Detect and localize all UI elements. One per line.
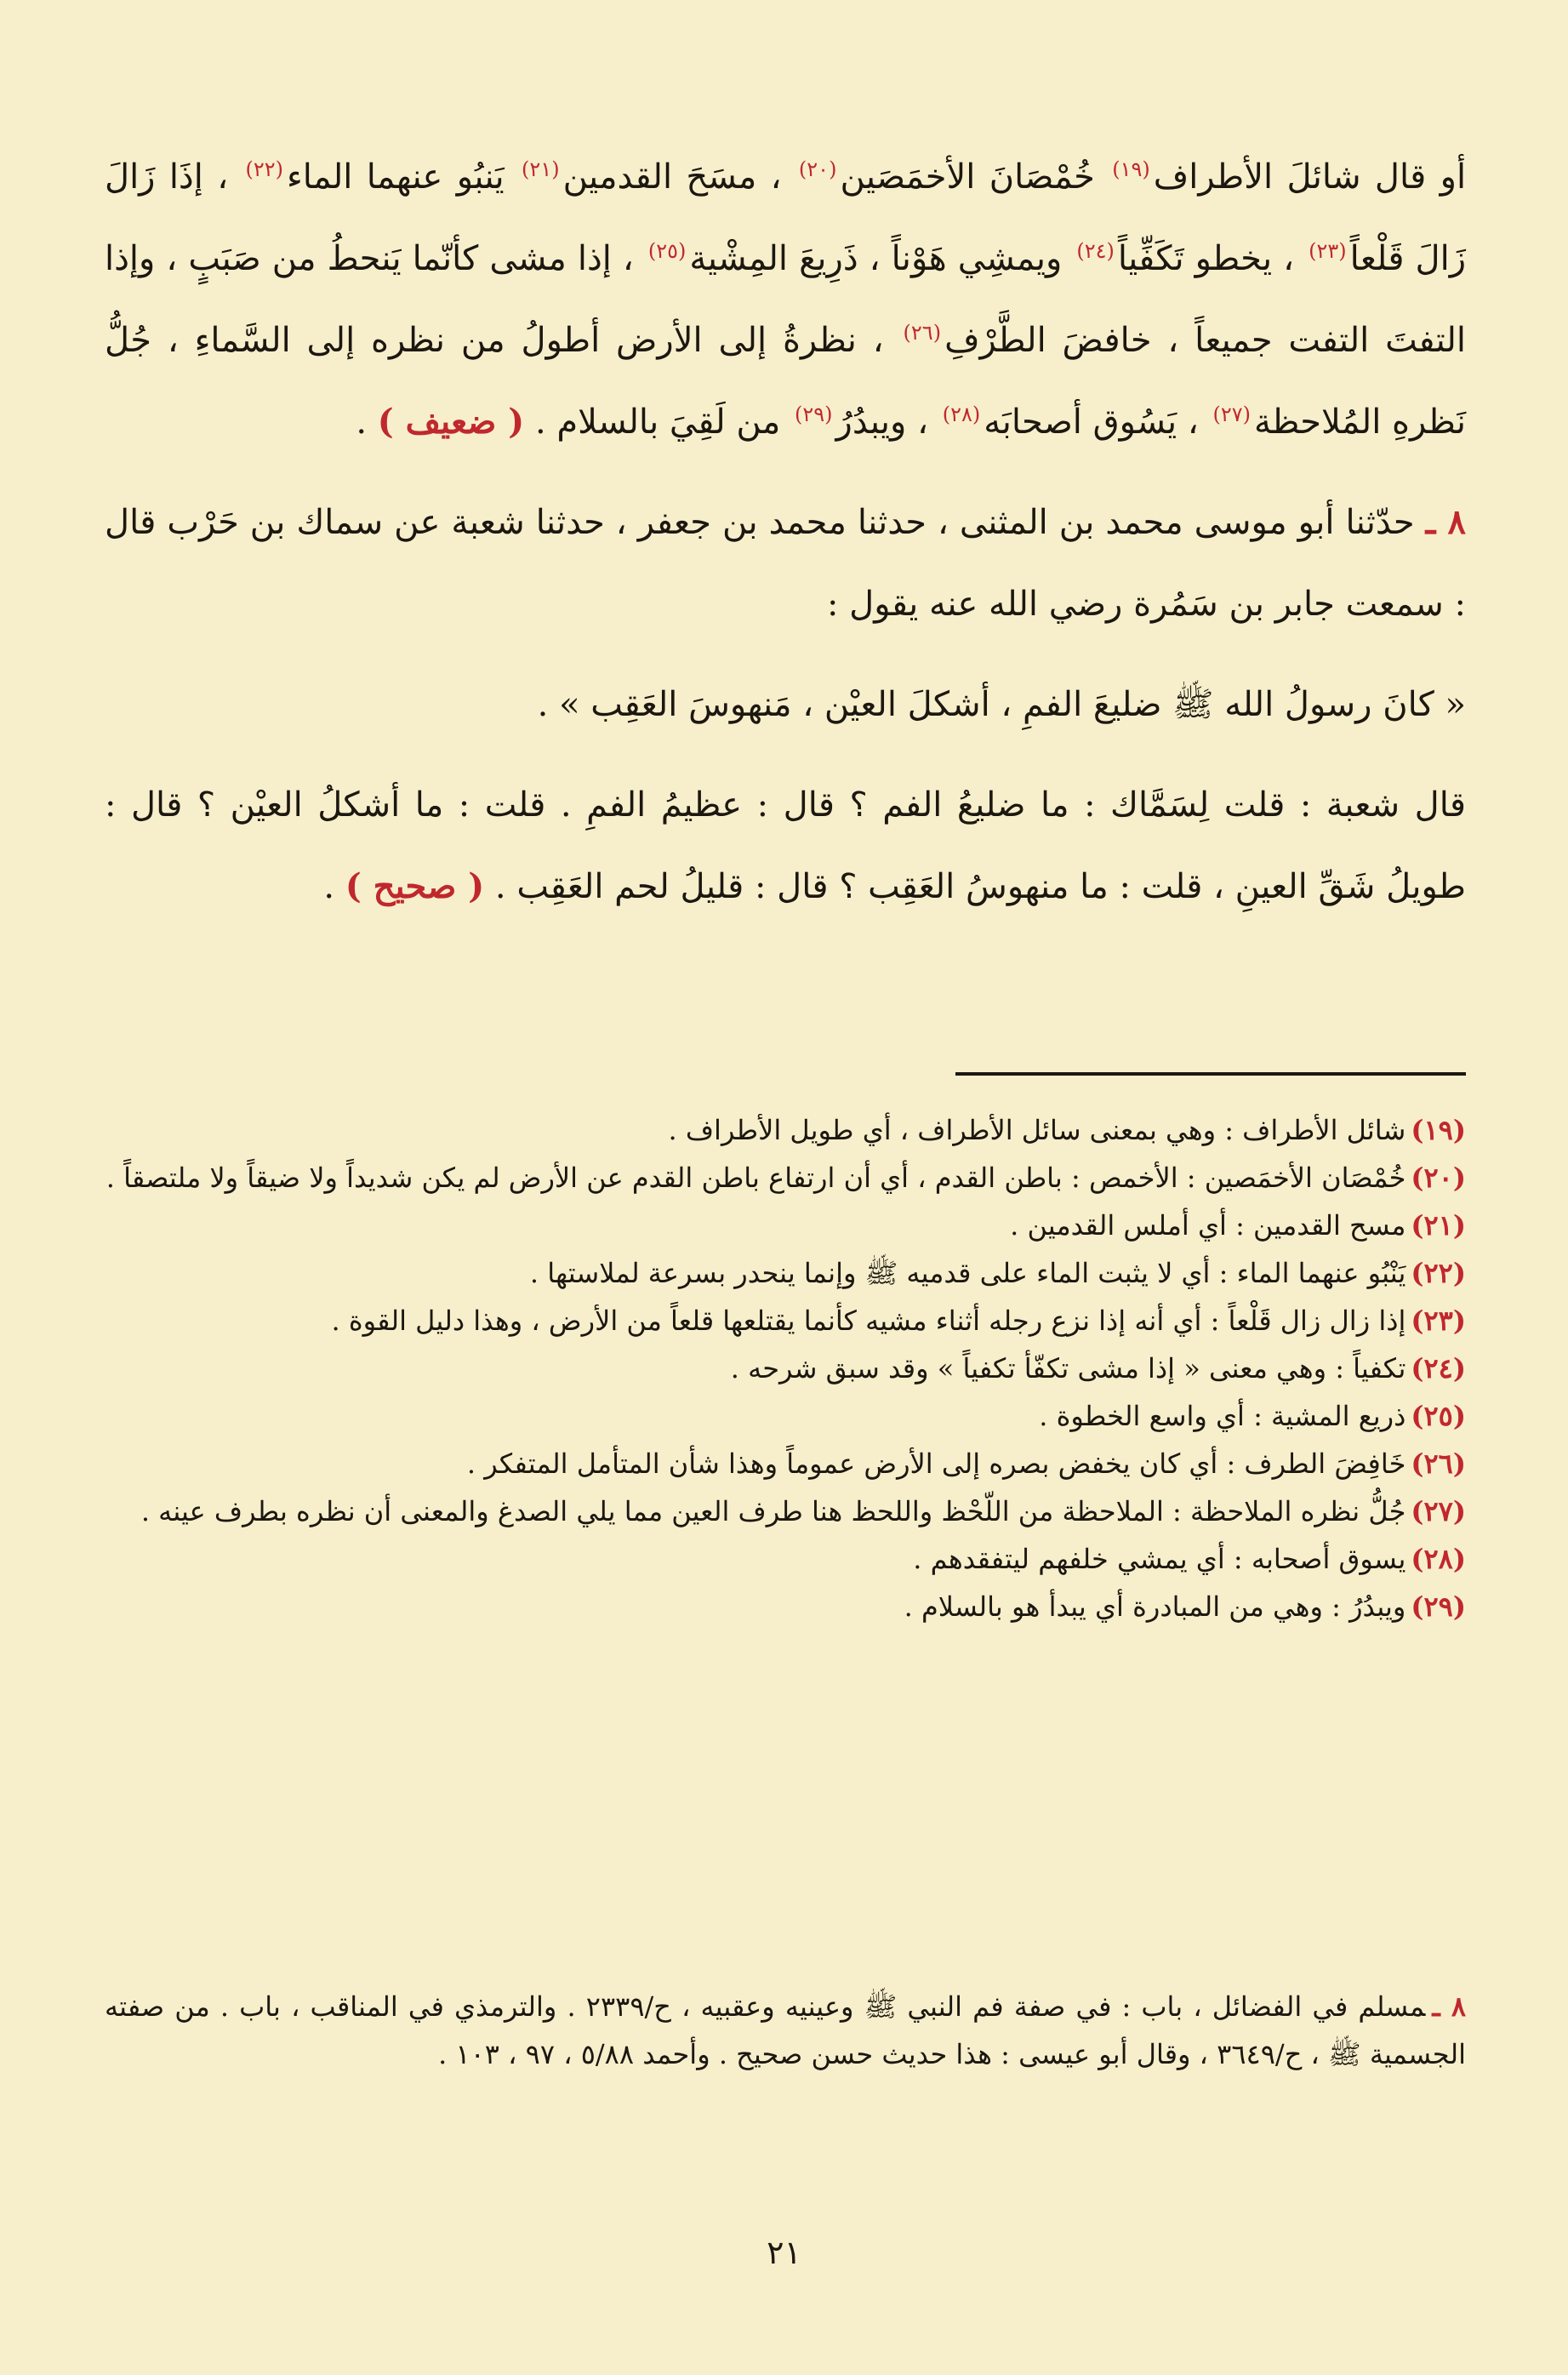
footnote-text: ويبدُرُ : وهي من المبادرة أي يبدأ هو بالسلام . [904,1590,1406,1623]
text-segment: ، إذا مشى كأنّما يَنحطُ من صَبَبٍ ، وإذا التفتَ التفت جميعاً ، خافضَ الطَّرْفِ [105,239,1467,360]
text-segment: ، ويبدُرُ [835,402,928,442]
hadith-explanation [105,764,1466,928]
text-segment: خُمْصَانَ الأخمَصَين [840,157,1095,197]
source-text: مسلم في الفضائل ، باب : في صفة فم النبي ﷺ وعينيه وعقبيه ، ح/٢٣٣٩ . والترمذي في المناقب ، باب . من صفته الجسمية ﷺ ، ح/٣٦٤٩ ، وقال أبو عيسى : هذا حديث حسن صحيح . وأحمد ٥/٨٨ ، ٩٧ ، ١٠٣ . [105,1990,1466,2070]
footnote-text: ذريع المشية : أي واسع الخطوة . [1039,1400,1406,1432]
text-segment: ، مسَحَ القدمين [562,157,782,197]
footnote [105,1202,1466,1249]
explanation-text: قال شعبة : قلت لِسَمَّاك : ما ضليعُ الفم ؟ قال : عظيمُ الفمِ . قلت : ما أشكلُ العيْن ؟ قال : طويلُ شَقِّ العينِ ، قلت : ما منهوسُ العَقِب ؟ قال : قليلُ لحم العَقِب . [105,785,1467,906]
footnote-text: يسوق أصحابه : أي يمشي خلفهم ليتفقدهم . [913,1543,1406,1575]
text-segment: ، نظرةُ إلى الأرض أطولُ من نظره إلى السَّماءِ ، جُلُّ نَظرهِ المُلاحظة [105,321,1466,442]
isnad-text: حدّثنا أبو موسى محمد بن المثنى ، حدثنا محمد بن جعفر ، حدثنا شعبة عن سماك بن حَرْب قال : سمعت جابر بن سَمُرة رضي الله عنه يقول : [105,503,1466,624]
footnote-text: خَافِضَ الطرف : أي كان يخفض بصره إلى الأرض عموماً وهذا شأن المتأمل المتفكر . [466,1447,1406,1480]
text-segment: . [356,402,368,442]
footnote-ref: (٢٠) [798,157,837,181]
footnote-number: (٢٥) [1411,1400,1466,1432]
footnote-text: شائل الأطراف : وهي بمعنى سائل الأطراف ، أي طويل الأطراف . [668,1114,1406,1146]
footnote-ref: (٢٧) [1212,402,1252,426]
footnote-number: (٢٧) [1411,1495,1466,1527]
footnote-ref: (١٩) [1112,157,1150,181]
footnote-text: تكفياً : وهي معنى « إذا مشى تكفّأ تكفياً » وقد سبق شرحه . [730,1352,1406,1384]
footnote-text: خُمْصَان الأخمَصين : الأخمص : باطن القدم ، أي أن ارتفاع باطن القدم عن الأرض لم يكن شديداً ولا ضيقاً ولا ملتصقاً . [105,1162,1406,1194]
hadith-grade: ( ضعيف ) [377,402,525,442]
text-segment: ، يَسُوق أصحابَه [984,402,1199,442]
footnote-text: جُلُّ نظره الملاحظة : الملاحظة من اللّحْظ واللحظ هنا طرف العين مما يلي الصدغ والمعنى أن نظره بطرف عينه . [140,1495,1406,1527]
footnote-text: مسح القدمين : أي أملس القدمين . [1010,1209,1406,1242]
footnote [105,1345,1466,1392]
footnote [105,1535,1466,1583]
footnote-ref: (٢١) [522,157,560,181]
footnote-number: (٢٠) [1411,1162,1466,1194]
footnote-number: (٢١) [1411,1209,1466,1242]
text-segment: يَنبُو عنهما الماء [286,157,505,197]
text-segment: أو قال شائلَ الأطراف [1153,157,1467,197]
footnote [105,1583,1466,1630]
footnote-ref: (٢٩) [795,402,833,426]
footnote-text: يَنْبُو عنهما الماء : أي لا يثبت الماء على قدميه ﷺ وإنما ينحدر بسرعة لملاستها . [529,1257,1406,1289]
footnote-number: (١٩) [1411,1114,1466,1146]
footnote [105,1154,1466,1202]
footnote-number: (٢٦) [1411,1447,1466,1480]
footnote-ref: (٢٢) [245,157,283,181]
footnote-ref: (٢٨) [942,402,981,426]
hadith-sources [105,1983,1466,2078]
footnote-ref: (٢٦) [903,320,942,345]
main-text [105,136,1466,928]
footnote [105,1487,1466,1535]
text-segment: من لَقِيَ بالسلام . [534,402,781,442]
hadith-matn: « كانَ رسولُ الله ﷺ ضليعَ الفمِ ، أشكلَ العيْن ، مَنهوسَ العَقِب » . [537,685,1466,724]
footnote-number: (٢٤) [1411,1352,1466,1384]
paragraph-description [105,136,1466,463]
text-segment: ، يخطو تَكَفِّياً [1117,239,1295,278]
footnote [105,1297,1466,1345]
footnote-number: (٢٢) [1411,1257,1466,1289]
footnote-number: (٢٨) [1411,1543,1466,1575]
source-number: ٨ ـ [1432,1990,1467,2023]
footnote-number: (٢٣) [1411,1305,1466,1337]
footnotes [105,1106,1466,1630]
page-number: ٢١ [767,2234,801,2271]
text-segment: . [323,867,335,906]
footnote-ref: (٢٥) [647,238,687,263]
footnote-text: إذا زال زال قَلْعاً : أي أنه إذا نزع رجله أثناء مشيه كأنما يقتلعها قلعاً من الأرض ، وهذا دليل القوة . [331,1305,1406,1337]
hadith-isnad [105,482,1466,645]
hadith-number: ٨ ـ [1425,502,1466,542]
footnote [105,1440,1466,1487]
text-segment: ويمشِي هَوْناً ، ذَرِيعَ المِشْية [689,239,1063,278]
footnote-divider [955,1072,1466,1076]
footnote-ref: (٢٤) [1076,238,1115,263]
hadith-grade: ( صحيح ) [345,866,485,906]
footnote [105,1249,1466,1297]
footnote [105,1392,1466,1440]
footnote-ref: (٢٣) [1309,238,1347,263]
footnote [105,1106,1466,1154]
footnote-number: (٢٩) [1411,1590,1466,1623]
text-segment: ، إذَا زَالَ زَالَ قَلْعاً [105,157,1467,278]
